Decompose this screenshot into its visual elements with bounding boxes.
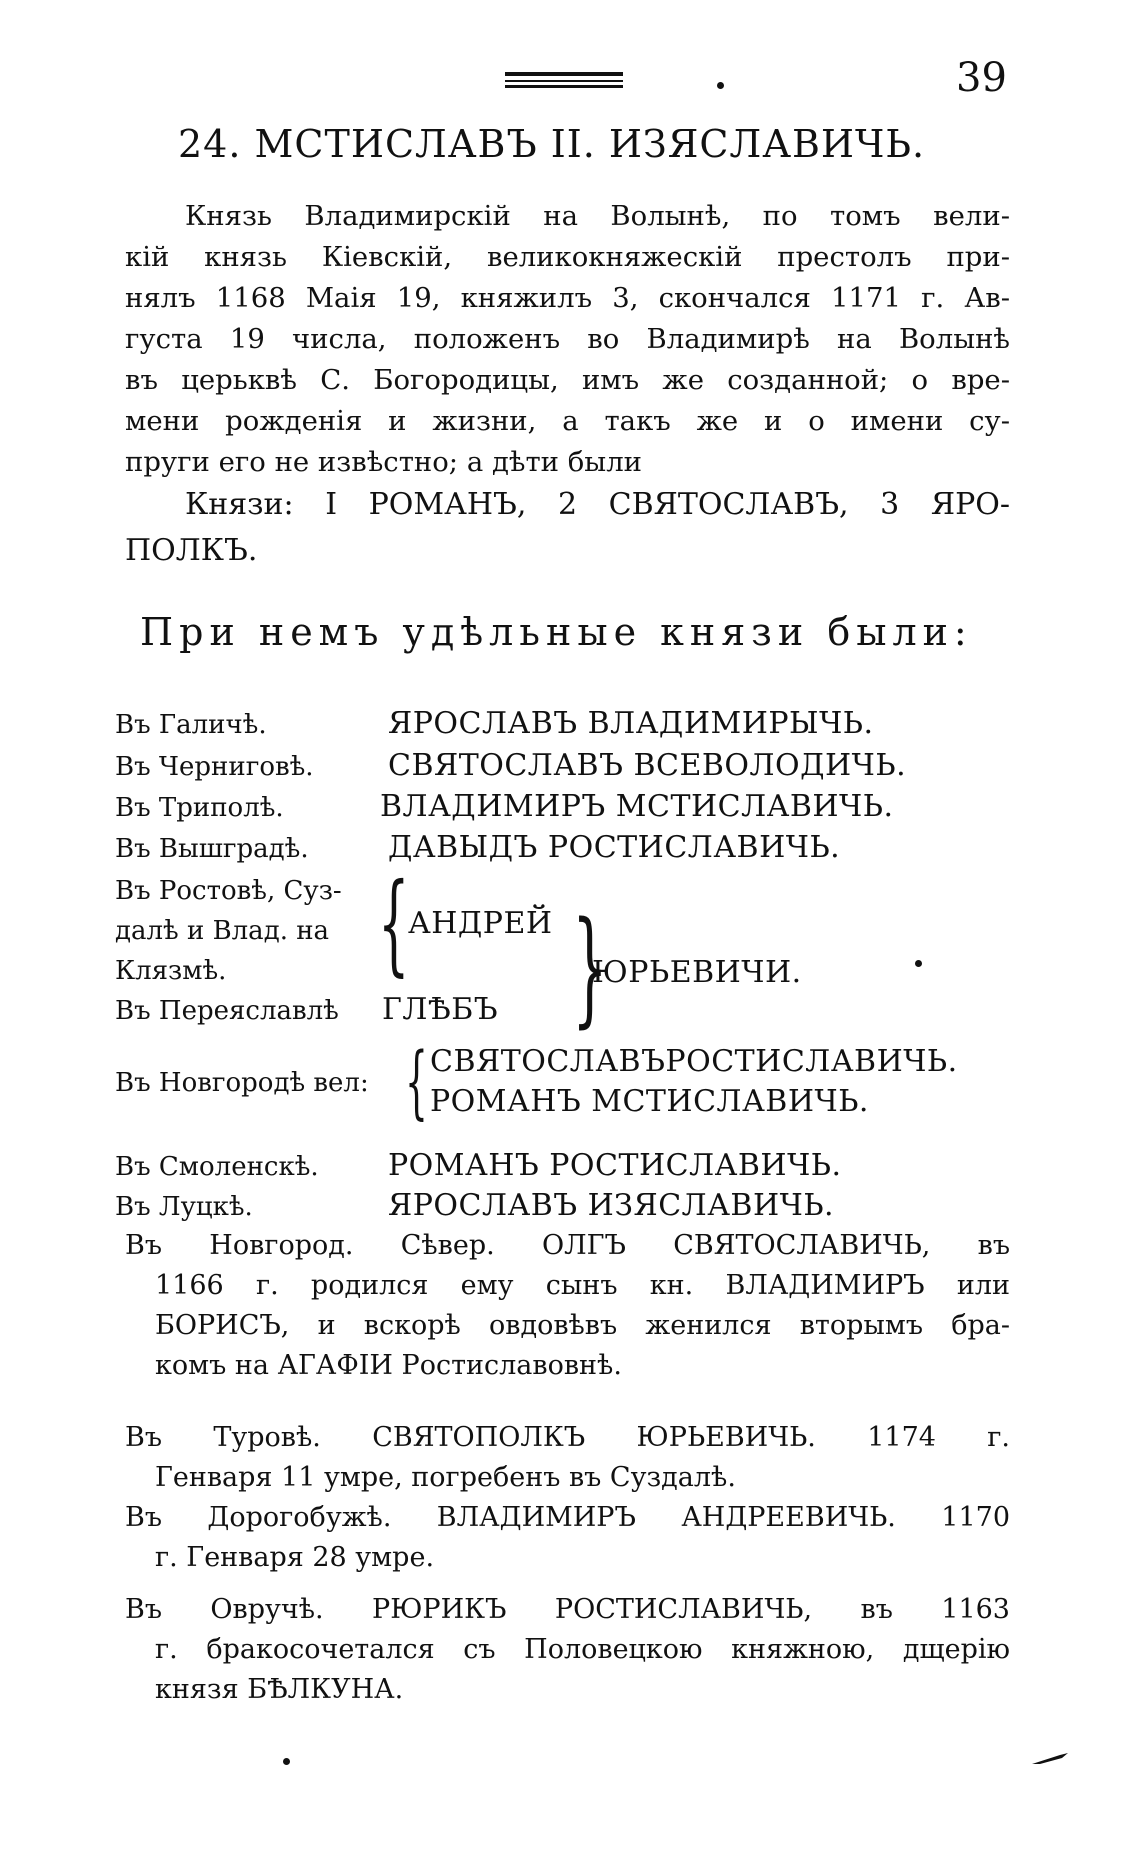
entry-line: Въ Дорогобужѣ. ВЛАДИМИРЪ АНДРЕЕВИЧЬ. 1170	[125, 1502, 1010, 1533]
paragraph-line: нялъ 1168 Маія 19, княжилъ 3, скончался 1171 г. Ав-	[125, 282, 1010, 314]
novgorod-ruler: СВЯТОСЛАВЪРОСТИСЛАВИЧЬ.	[430, 1044, 958, 1079]
header-rule	[505, 80, 623, 82]
brace-ruler: АНДРЕЙ	[408, 906, 553, 941]
entry-place: Въ Галичѣ.	[115, 710, 267, 740]
paragraph-line: густа 19 числа, положенъ во Владимирѣ на Волынѣ	[125, 323, 1010, 355]
entry-line: князя БѢЛКУНА.	[155, 1674, 404, 1705]
entry-line: комъ на АГАФІИ Ростиславовнѣ.	[155, 1350, 622, 1381]
entry-line: г. бракосочетался съ Половецкою княжною, дщерію	[155, 1634, 1010, 1665]
page-number: 39	[956, 55, 1007, 101]
children-line: Князи: I РОМАНЪ, 2 СВЯТОСЛАВЪ, 3 ЯРО-	[185, 487, 1010, 522]
entry-ruler: ЯРОСЛАВЪ ИЗЯСЛАВИЧЬ.	[388, 1188, 835, 1223]
chapter-title: 24. МСТИСЛАВЪ II. ИЗЯСЛАВИЧЬ.	[178, 122, 926, 166]
long-entry	[125, 1226, 1010, 1386]
brace-place-line: Въ Переяславлѣ	[115, 996, 339, 1026]
entry-line: 1166 г. родился ему сынъ кн. ВЛАДИМИРЪ или	[155, 1270, 1010, 1301]
children-list	[125, 482, 1010, 574]
entry-line: Въ Новгород. Сѣвер. ОЛГЪ СВЯТОСЛАВИЧЬ, въ	[125, 1230, 1010, 1261]
entry-ruler: ВЛАДИМИРЪ МСТИСЛАВИЧЬ.	[380, 789, 894, 824]
ink-speck	[717, 82, 724, 89]
long-entry	[125, 1590, 1010, 1710]
entry-line: БОРИСЪ, и вскорѣ овдовѣвъ женился вторымъ бра-	[155, 1310, 1010, 1341]
children-line: ПОЛКЪ.	[125, 533, 258, 568]
entry-line: г. Генваря 28 умре.	[155, 1542, 435, 1573]
entry-place: Въ Черниговѣ.	[115, 752, 314, 782]
entry-line: Генваря 11 умре, погребенъ въ Суздалѣ.	[155, 1462, 736, 1493]
right-brace-icon: }	[572, 895, 608, 1040]
novgorod-place: Въ Новгородѣ вел:	[115, 1068, 369, 1098]
entry-place: Въ Луцкѣ.	[115, 1192, 253, 1222]
ink-flourish-icon	[1030, 1752, 1070, 1766]
entry-ruler: ДАВЫДЪ РОСТИСЛАВИЧЬ.	[388, 830, 841, 865]
section-heading: При немъ удѣльные князи были:	[140, 610, 973, 654]
brace-place-line: Клязмѣ.	[115, 956, 227, 986]
long-entry	[125, 1498, 1010, 1578]
entry-ruler: СВЯТОСЛАВЪ ВСЕВОЛОДИЧЬ.	[388, 748, 907, 783]
long-entry	[125, 1418, 1010, 1498]
intro-paragraph	[125, 196, 1010, 483]
left-brace-icon: {	[378, 859, 410, 987]
entry-ruler: РОМАНЪ РОСТИСЛАВИЧЬ.	[388, 1148, 842, 1183]
left-brace-icon: {	[405, 1035, 428, 1128]
entry-place: Въ Вышградѣ.	[115, 834, 309, 864]
header-rule	[505, 72, 623, 76]
brace-place-line: далѣ и Влад. на	[115, 916, 330, 946]
ink-speck	[283, 1758, 290, 1765]
paragraph-line: пруги его не извѣстно; а дѣти были	[125, 446, 642, 478]
header-rule	[505, 85, 623, 88]
paragraph-line: мени рожденія и жизни, а такъ же и о имени су-	[125, 405, 1010, 437]
entry-line: Въ Овручѣ. РЮРИКЪ РОСТИСЛАВИЧЬ, въ 1163	[125, 1594, 1010, 1625]
brace-ruler: ГЛѢБЪ	[382, 992, 499, 1027]
entry-place: Въ Смоленскѣ.	[115, 1152, 319, 1182]
entry-place: Въ Триполѣ.	[115, 793, 284, 823]
ink-speck	[915, 960, 922, 967]
brace-place-line: Въ Ростовѣ, Суз-	[115, 876, 342, 906]
paragraph-line: кій князь Кіевскій, великокняжескій престолъ при-	[125, 241, 1010, 273]
paragraph-line: въ церьквѣ С. Богородицы, имъ же созданной; о вре-	[125, 364, 1010, 396]
brace-shared-surname: ЮРЬЕВИЧИ.	[592, 955, 802, 990]
entry-line: Въ Туровѣ. СВЯТОПОЛКЪ ЮРЬЕВИЧЬ. 1174 г.	[125, 1422, 1010, 1453]
novgorod-ruler: РОМАНЪ МСТИСЛАВИЧЬ.	[430, 1084, 869, 1119]
entry-ruler: ЯРОСЛАВЪ ВЛАДИМИРЫЧЬ.	[388, 706, 874, 741]
paragraph-line: Князь Владимирскій на Волынѣ, по томъ вели-	[185, 200, 1010, 232]
